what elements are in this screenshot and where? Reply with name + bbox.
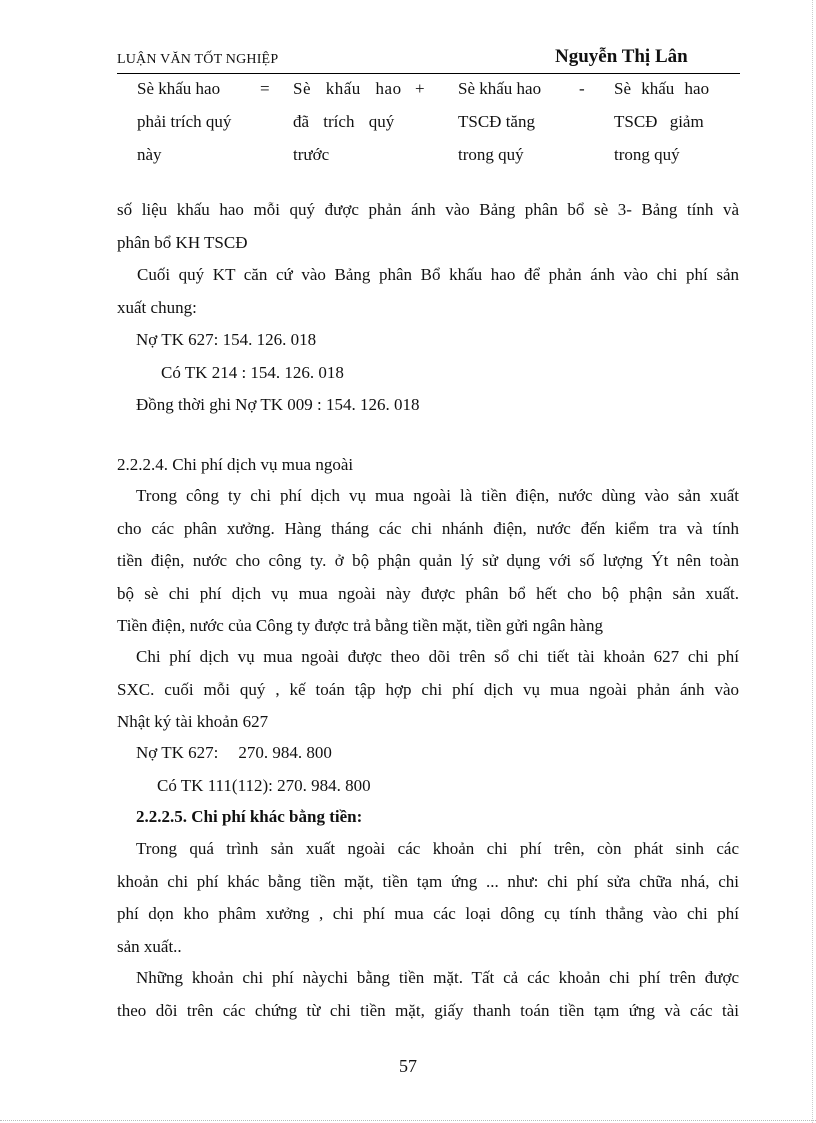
page-number: 57	[399, 1056, 417, 1076]
formula-term-previous-quarter: Sè khấu hao đã trích quý trước	[293, 79, 402, 164]
journal-entry-services: Nợ TK 627: 270. 984. 800 Có TK 111(112): 270. 984. 800	[136, 743, 371, 795]
depreciation-formula	[117, 74, 740, 174]
paragraph-outsourced-services: Trong công ty chi phí dịch vụ mua ngoài là tiền điện, nước dùng vào sản xuất cho các phân xưởng. Hàng tháng các chi nhánh điện, nước đến kiểm tra và tính tiền điện, nước cho công ty. ở bộ phận quản lý sử dụng với số lượng Ýt nên toàn bộ sè chi phí dịch vụ mua ngoài này được phân bổ hết cho bộ phận sản xuất. Tiền điện, nước của Công ty được trả bằng tiền mặt, tiền gửi ngân hàng	[117, 486, 739, 635]
section-heading-2-2-2-4: 2.2.2.4. Chi phí dịch vụ mua ngoài	[117, 455, 354, 474]
page-right-edge	[812, 0, 813, 1123]
formula-term-current-quarter: Sè khấu hao phải trích quý này	[137, 79, 232, 164]
journal-entry-depreciation: Nợ TK 627: 154. 126. 018 Có TK 214 : 154. 126. 018 Đồng thời ghi Nợ TK 009 : 154. 126. 018	[136, 330, 420, 414]
paragraph-quarter-end: Cuối quý KT căn cứ vào Bảng phân Bổ khấu hao để phản ánh vào chi phí sản xuất chung:	[117, 265, 739, 317]
paragraph-service-tracking: Chi phí dịch vụ mua ngoài được theo dõi trên sổ chi tiết tài khoản 627 chi phí SXC. cuối mỗi quý , kế toán tập hợp chi phí dịch vụ mua ngoài phản ánh vào Nhật ký tài khoản 627	[117, 647, 739, 731]
formula-term-decrease: Sè khấu hao TSCĐ giảm trong quý	[614, 79, 710, 164]
paragraph-depreciation-report: số liệu khấu hao mỗi quý được phản ánh vào Bảng phân bổ sè 3- Bảng tính và phân bổ KH TSCĐ	[117, 200, 739, 252]
formula-term-increase: Sè khấu hao TSCĐ tăng trong quý	[458, 79, 542, 164]
section-heading-2-2-2-5: 2.2.2.5. Chi phí khác bằng tiền:	[136, 807, 363, 826]
formula-minus: -	[579, 79, 585, 98]
paragraph-other-cash-costs: Trong quá trình sản xuất ngoài các khoản chi phí trên, còn phát sinh các khoản chi phí khác bằng tiền mặt, tiền tạm ứng ... như: chi phí sửa chữa nhá, chi phí dọn kho phâm xưởng , chi phí mua các loại dông cụ tính thẳng vào chi phí sản xuất..	[117, 839, 739, 956]
running-header-title: LUẬN VĂN TỐT NGHIỆP	[117, 52, 279, 67]
formula-equals: =	[260, 79, 270, 98]
paragraph-cash-documents: Những khoản chi phí nàychi bằng tiền mặt. Tất cả các khoản chi phí trên được theo dõi trên các chứng từ chi tiền mặt, giấy thanh toán tiền tạm ứng và các tài	[117, 968, 739, 1020]
running-header-author: Nguyễn Thị Lân	[555, 46, 688, 67]
formula-plus: +	[415, 79, 425, 98]
page-bottom-edge	[0, 1120, 816, 1121]
